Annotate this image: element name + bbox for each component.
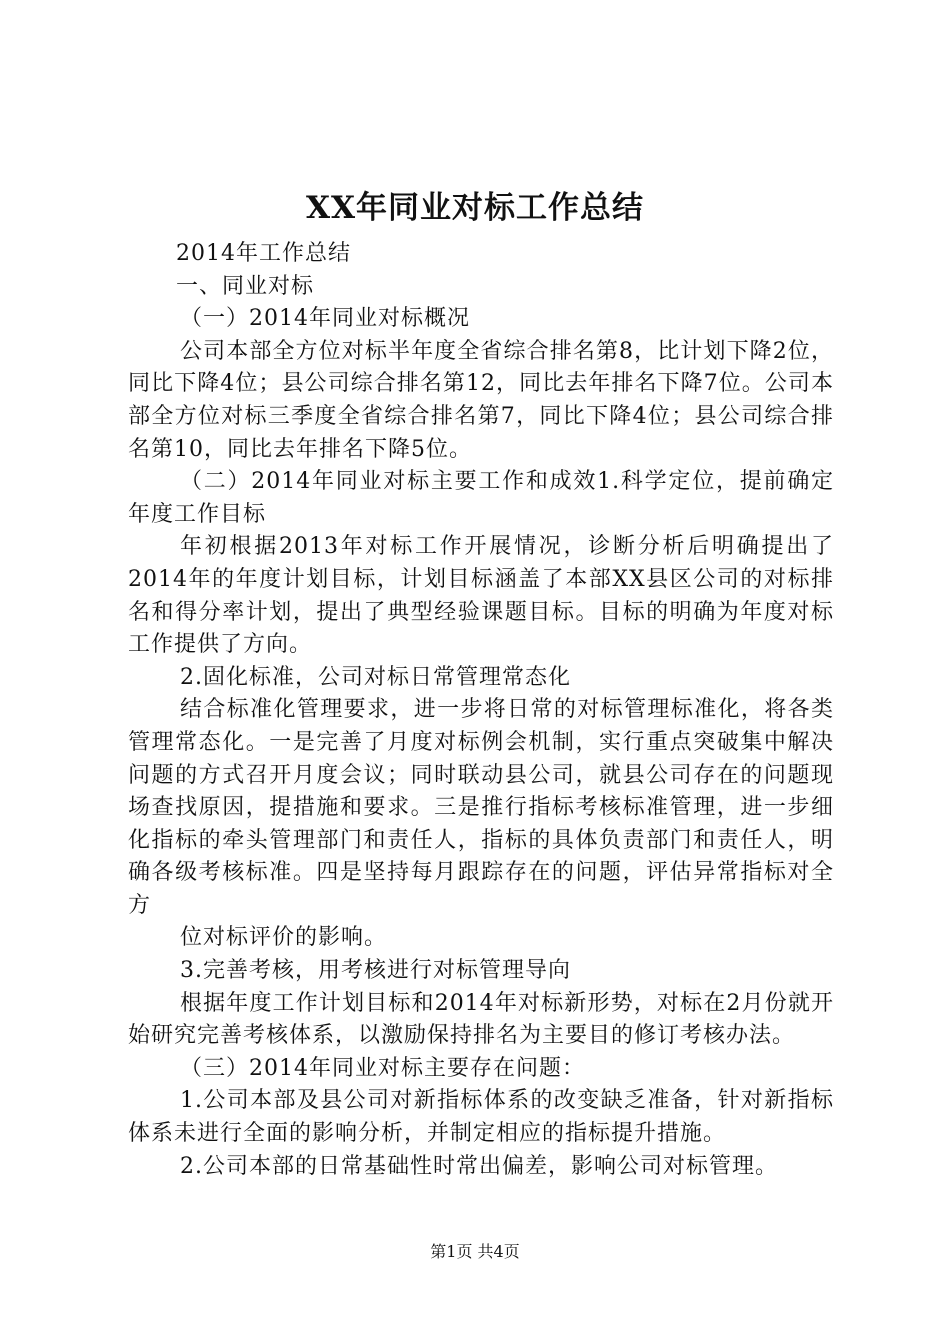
document-body [128,238,834,1183]
paragraph-heading-problems: （三）2014年同业对标主要存在问题： [180,1055,585,1081]
document-title: XX年同业对标工作总结 [305,190,645,226]
paragraph-ranking: 公司本部全方位对标半年度全省综合排名第8，比计划下降2位，同比下降4位；县公司综合排名第12，同比去年排名下降7位。公司本部全方位对标三季度全省综合排名第7，同比下降4位；县公司综合排名第10，同比去年排名下降5位。 [128,338,834,462]
page-footer: 第1页 共4页 [430,1242,520,1261]
paragraph-heading-work-results: （二）2014年同业对标主要工作和成效1.科学定位，提前确定年度工作目标 [128,469,834,527]
paragraph-standardization: 结合标准化管理要求，进一步将日常的对标管理标准化，将各类管理常态化。一是完善了月度对标例会机制，实行重点突破集中解决问题的方式召开月度会议；同时联动县公司，就县公司存在的问题现场查找原因，提措施和要求。三是推行指标考核标准管理，进一步细化指标的牵头管理部门和责任人，指标的具体负责部门和责任人，明确各级考核标准。四是坚持每月跟踪存在的问题，评估异常指标对全方 [128,697,834,918]
paragraph-impact: 位对标评价的影响。 [180,925,388,951]
paragraph-heading-2014-summary: 2014年工作总结 [176,241,351,266]
paragraph-problem-2: 2.公司本部的日常基础性时常出偏差，影响公司对标管理。 [180,1153,778,1179]
paragraph-heading-standardization: 2.固化标准，公司对标日常管理常态化 [180,664,571,690]
paragraph-annual-targets: 年初根据2013年对标工作开展情况，诊断分析后明确提出了2014年的年度计划目标，计划目标涵盖了本部XX县区公司的对标排名和得分率计划，提出了典型经验课题目标。目标的明确为年度对标工作提供了方向。 [128,534,834,658]
paragraph-assessment: 根据年度工作计划目标和2014年对标新形势，对标在2月份就开始研究完善考核体系，以激励保持排名为主要目的修订考核办法。 [128,990,834,1049]
paragraph-heading-assessment: 3.完善考核，用考核进行对标管理导向 [180,958,571,984]
paragraph-heading-section-1: 一、同业对标 [176,273,315,299]
paragraph-heading-overview: （一）2014年同业对标概况 [180,306,470,332]
paragraph-problem-1: 1.公司本部及县公司对新指标体系的改变缺乏准备，针对新指标体系未进行全面的影响分析，并制定相应的指标提升措施。 [128,1088,834,1147]
